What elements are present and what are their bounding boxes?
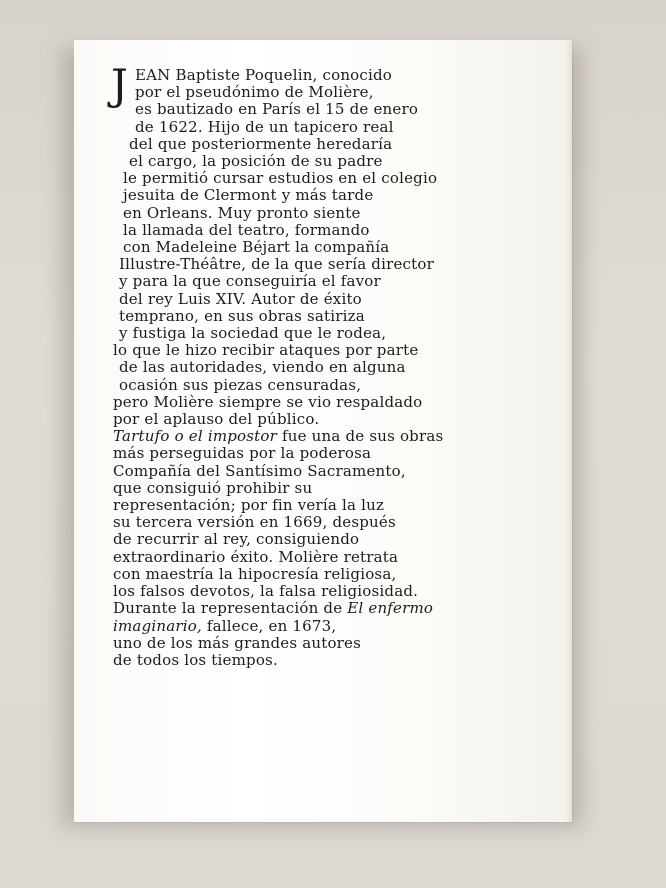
biography-line: los falsos devotos, la falsa religiosidad.: [113, 582, 419, 601]
biography-line: uno de los más grandes autores: [113, 633, 362, 652]
biography-line: extraordinario éxito. Molière retrata: [113, 547, 399, 566]
biography-line: de recurrir al rey, consiguiendo: [113, 530, 360, 549]
biography-line: temprano, en sus obras satiriza: [119, 306, 365, 325]
biography-line: [113, 600, 533, 617]
biography-line: Illustre-Théâtre, de la que sería director: [119, 255, 434, 274]
enfermo-line-rest: fallece, en 1673,: [201, 616, 337, 635]
biography-line: [113, 618, 533, 635]
biography-line: y para la que conseguiría el favor: [119, 272, 381, 291]
biography-line: y fustiga la sociedad que le rodea,: [119, 324, 387, 343]
biography-line: que consiguió prohibir su: [113, 478, 313, 497]
biography-line: el cargo, la posición de su padre: [129, 152, 383, 171]
biography-line: con maestría la hipocresía religiosa,: [113, 564, 397, 583]
biography-line: Compañía del Santísimo Sacramento,: [113, 461, 406, 480]
work-title-el-enfermo: El enfermo: [347, 599, 434, 618]
work-title-imaginario: imaginario,: [113, 616, 202, 635]
book-edge: [566, 40, 572, 822]
biography-line: más perseguidas por la poderosa: [113, 444, 372, 463]
drop-cap: J: [111, 60, 129, 109]
biography-line: jesuita de Clermont y más tarde: [123, 186, 374, 205]
biography-line: [113, 428, 533, 445]
back-cover-biography: [111, 60, 533, 669]
biography-line: ocasión sus piezas censuradas,: [119, 375, 362, 394]
work-title-tartufo: Tartufo o el impostor: [113, 427, 278, 446]
biography-line: en Orleans. Muy pronto siente: [123, 203, 361, 222]
biography-line: le permitió cursar estudios en el colegio: [123, 169, 438, 188]
durante-prefix: Durante la representación de: [113, 599, 348, 618]
tartufo-line-rest: fue una de sus obras: [277, 427, 444, 446]
biography-line: la llamada del teatro, formando: [123, 220, 370, 239]
biography-line: pero Molière siempre se vio respaldado: [113, 392, 423, 411]
biography-line: por el aplauso del público.: [113, 410, 320, 429]
biography-line: del que posteriormente heredaría: [129, 134, 393, 153]
biography-line: por el pseudónimo de Molière,: [135, 83, 374, 102]
first-line-text: EAN Baptiste Poquelin, conocido: [135, 66, 393, 84]
biography-line: de las autoridades, viendo en alguna: [119, 358, 406, 377]
biography-line: lo que le hizo recibir ataques por parte: [113, 341, 419, 360]
biography-line: de todos los tiempos.: [113, 650, 278, 669]
biography-line: con Madeleine Béjart la compañía: [123, 238, 390, 257]
biography-line: es bautizado en París el 15 de enero: [135, 100, 419, 119]
biography-line: de 1622. Hijo de un tapicero real: [135, 117, 394, 136]
biography-line: representación; por fin vería la luz: [113, 496, 385, 515]
biography-line: su tercera versión en 1669, después: [113, 513, 396, 532]
biography-line: del rey Luis XIV. Autor de éxito: [119, 289, 362, 308]
